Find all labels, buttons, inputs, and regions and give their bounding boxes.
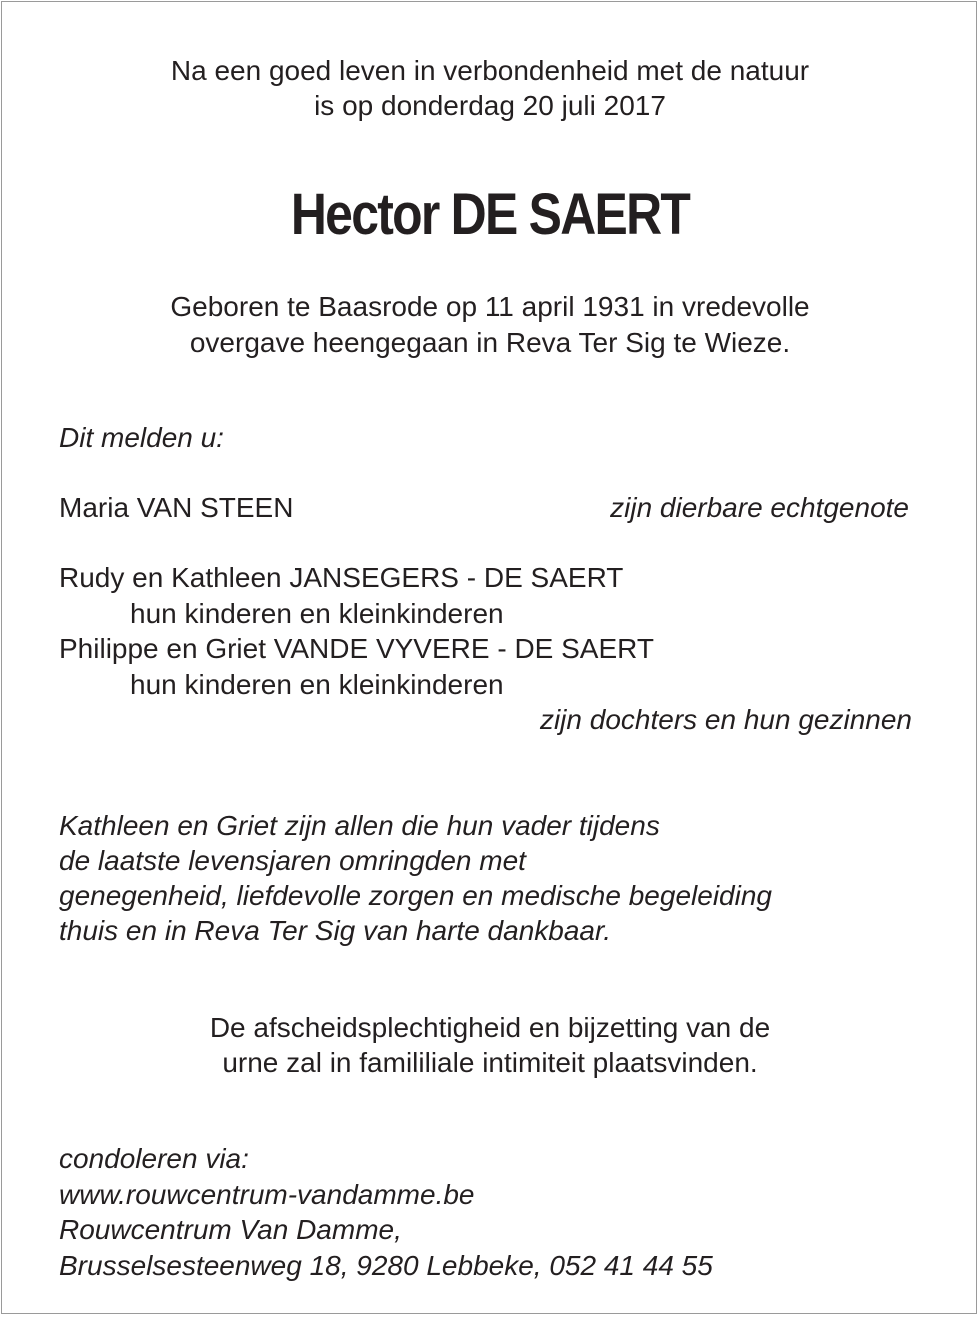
announcement-intro: Dit melden u: — [59, 422, 224, 453]
birth-line-1: Geboren te Baasrode op 11 april 1931 in vredevolle — [170, 291, 810, 322]
thanks-line: de laatste levensjaren omringden met — [59, 845, 526, 876]
condolences-company: Rouwcentrum Van Damme, — [59, 1214, 402, 1245]
header-line-1: Na een goed leven in verbondenheid met de natuur — [170, 55, 810, 86]
family-name: Rudy en Kathleen JANSEGERS - DE SAERT — [59, 562, 624, 593]
condolences-label: condoleren via: — [59, 1143, 249, 1174]
birth-line-2: overgave heengegaan in Reva Ter Sig te Wieze. — [189, 327, 791, 358]
spouse-relation: zijn dierbare echtgenote — [610, 492, 909, 523]
thanks-line: thuis en in Reva Ter Sig van harte dankbaar. — [59, 915, 612, 946]
deceased-name: Hector DE SAERT — [290, 182, 690, 247]
family-sub: hun kinderen en kleinkinderen — [130, 669, 504, 700]
family-name: Philippe en Griet VANDE VYVERE - DE SAERT — [59, 633, 654, 664]
family-sub: hun kinderen en kleinkinderen — [130, 598, 504, 629]
condolences-address: Brusselsesteenweg 18, 9280 Lebbeke, 052 41 44 55 — [59, 1250, 713, 1281]
ceremony-line-1: De afscheidsplechtigheid en bijzetting van de — [209, 1012, 771, 1043]
ceremony-line-2: urne zal in famililiale intimiteit plaatsvinden. — [222, 1047, 758, 1078]
header-line-2: is op donderdag 20 juli 2017 — [314, 90, 666, 121]
thanks-line: genegenheid, liefdevolle zorgen en medische begeleiding — [59, 880, 772, 911]
spouse-name: Maria VAN STEEN — [59, 492, 294, 523]
condolences-website: www.rouwcentrum-vandamme.be — [59, 1179, 475, 1210]
families-relation: zijn dochters en hun gezinnen — [539, 704, 912, 735]
thanks-line: Kathleen en Griet zijn allen die hun vader tijdens — [59, 810, 660, 841]
